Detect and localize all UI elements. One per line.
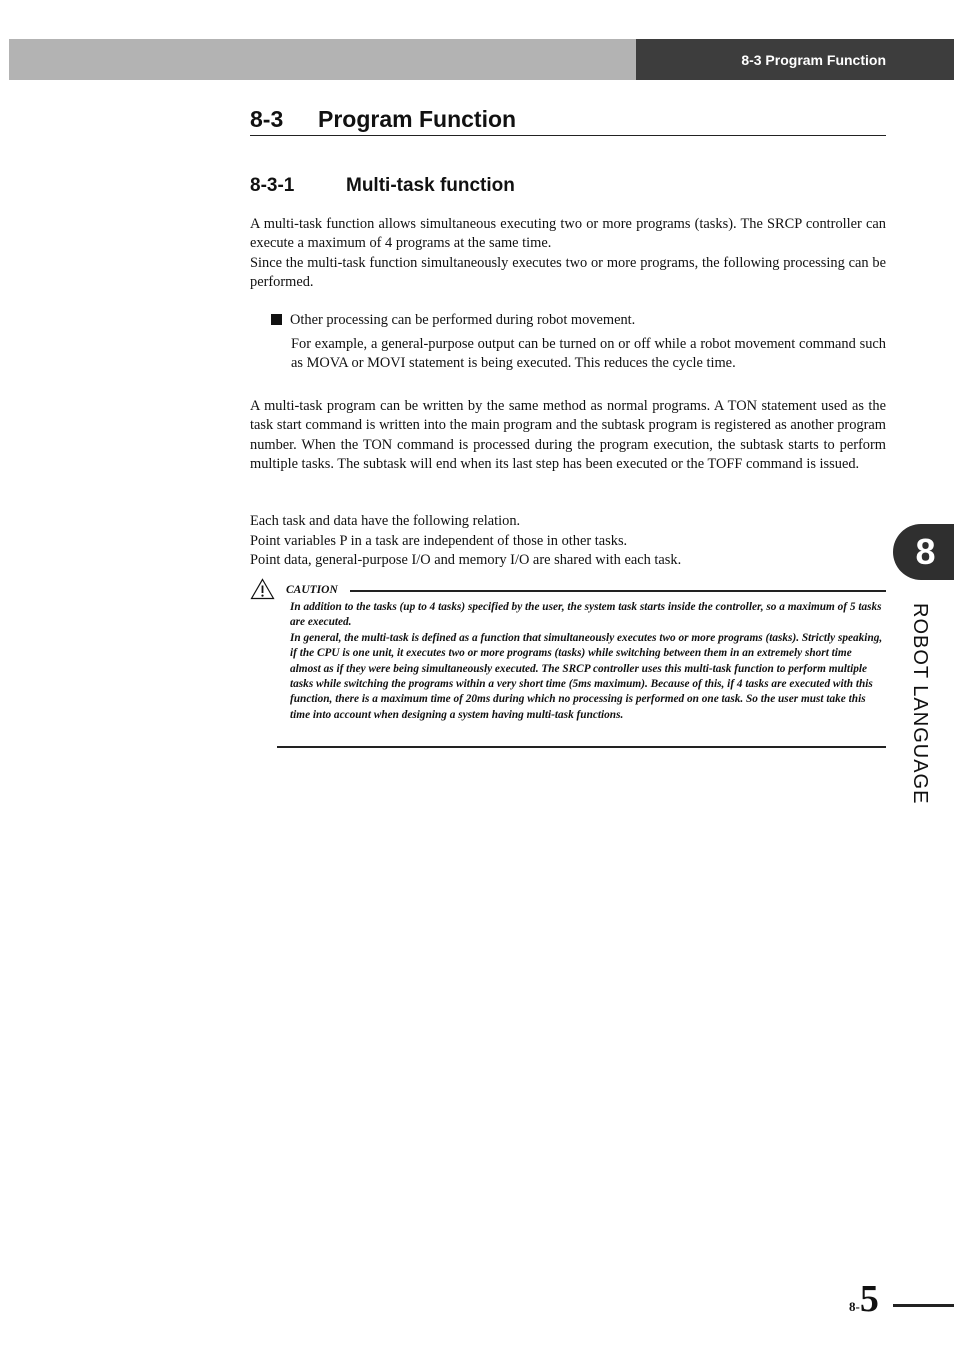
subsection-number: 8-3-1 bbox=[250, 175, 295, 196]
running-header-title: 8-3 Program Function bbox=[741, 51, 886, 68]
bullet-detail: For example, a general-purpose output can be turned on or off while a robot movement command such as MOVA or MOVI statement is being executed. This reduces the cycle time. bbox=[291, 336, 886, 372]
page-number-main: 5 bbox=[859, 1278, 879, 1320]
subsection-title bbox=[250, 175, 515, 197]
page-number bbox=[849, 1280, 879, 1318]
warning-triangle-icon bbox=[250, 578, 275, 600]
caution-label: CAUTION bbox=[286, 584, 338, 596]
chapter-side-title: ROBOT LANGUAGE bbox=[909, 603, 931, 805]
caution-box bbox=[290, 600, 884, 723]
chapter-tab bbox=[893, 524, 954, 580]
caution-rule-top bbox=[350, 590, 886, 592]
intro-paragraph-2: Since the multi-task function simultaneously executes two or more programs, the following processing can be performed. bbox=[250, 255, 886, 291]
section-title bbox=[250, 106, 886, 136]
section-number: 8-3 bbox=[250, 106, 284, 132]
relation-line: Each task and data have the following relation. bbox=[250, 513, 521, 529]
subsection-title-text: Multi-task function bbox=[346, 175, 515, 196]
page-number-prefix: 8- bbox=[849, 1299, 860, 1314]
program-paragraph: A multi-task program can be written by the same method as normal programs. A TON statement used as the task start command is written into the main program and the subtask program is registered as another program number. When the TON command is processed during the program execution, the subtask starts to perform multiple tasks. The subtask will end when its last step has been executed or the TOFF command is issued. bbox=[250, 398, 886, 472]
relation-line: Point data, general-purpose I/O and memory I/O are shared with each task. bbox=[250, 552, 682, 568]
intro-paragraph-1: A multi-task function allows simultaneous executing two or more programs (tasks). The SRCP controller can execute a maximum of 4 programs at the same time. bbox=[250, 216, 886, 252]
section-title-text: Program Function bbox=[318, 106, 517, 132]
relation-list bbox=[250, 512, 886, 571]
bullet-item bbox=[271, 311, 886, 330]
square-bullet-icon bbox=[271, 314, 282, 325]
chapter-number: 8 bbox=[915, 531, 936, 572]
caution-text-2: In general, the multi-task is defined as a function that simultaneously executes two or more programs (tasks). Strictly speaking, if the CPU is one unit, it executes two or more programs (tasks) while switching between them in an extremely short time almost as if they were being simultaneously executed. The SRCP controller uses this multi-task function to perform multiple tasks while switching the programs within a very short time (5ms maximum). Because of this, if 4 tasks are executed with this function, there is a maximum time of 20ms during which no processing is performed on one task. So the user must take this time into account when designing a system having multi-task functions. bbox=[290, 631, 883, 721]
relation-line: Point variables P in a task are independent of those in other tasks. bbox=[250, 532, 628, 549]
page-number-rule bbox=[893, 1304, 954, 1307]
caution-rule-bottom bbox=[277, 746, 886, 748]
running-header bbox=[636, 39, 954, 80]
bullet-heading: Other processing can be performed during robot movement. bbox=[290, 312, 636, 328]
caution-text-1: In addition to the tasks (up to 4 tasks) specified by the user, the system task starts inside the controller, so a maximum of 5 tasks are executed. bbox=[290, 601, 882, 629]
